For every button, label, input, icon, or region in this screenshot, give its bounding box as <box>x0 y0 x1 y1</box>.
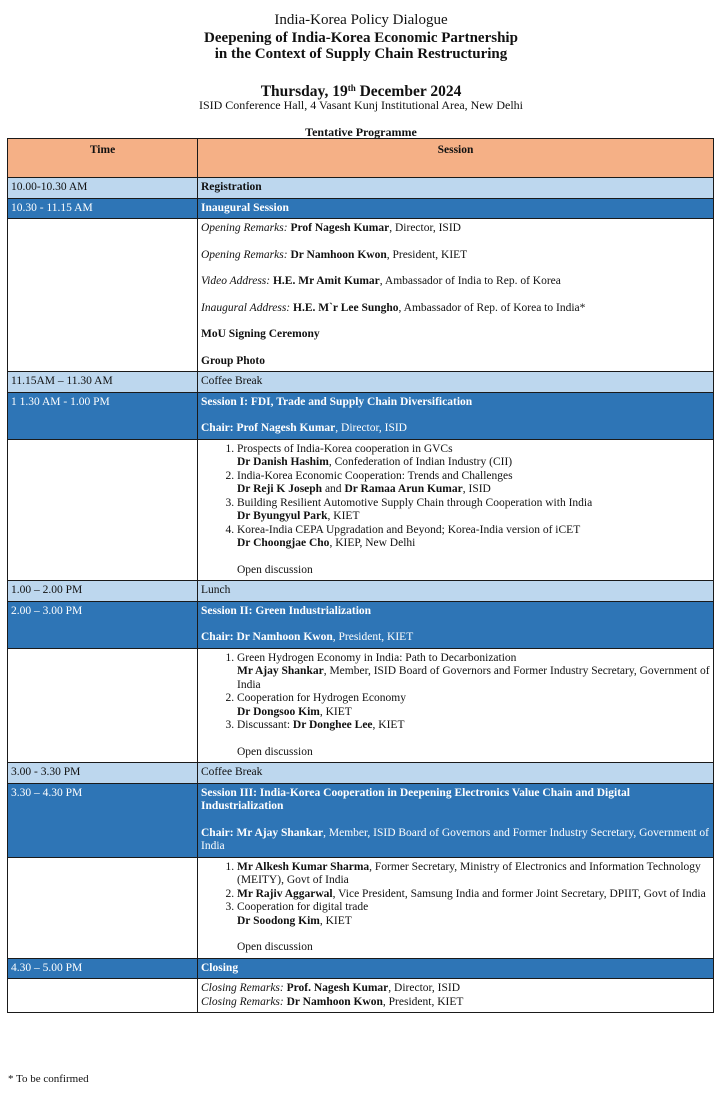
speaker-line: Opening Remarks: Prof Nagesh Kumar, Director, ISID <box>201 222 461 234</box>
speaker-line: Closing Remarks: Dr Namhoon Kwon, President, KIET <box>201 995 464 1008</box>
group-photo: Group Photo <box>201 354 266 367</box>
empty-time-cell <box>8 857 198 958</box>
table-header-row <box>8 139 714 178</box>
table-row <box>8 601 714 648</box>
footnote: * To be confirmed <box>8 1073 89 1085</box>
time-cell: 1 1.30 AM - 1.00 PM <box>8 392 198 439</box>
mou-ceremony: MoU Signing Ceremony <box>201 328 320 340</box>
time-cell: 10.00-10.30 AM <box>8 178 198 199</box>
dialogue-name: India-Korea Policy Dialogue <box>274 12 448 28</box>
table-row <box>8 857 714 958</box>
date-sup: th <box>347 83 356 93</box>
inaugural-details <box>198 219 714 372</box>
table-row <box>8 219 714 372</box>
session-talks <box>198 857 714 958</box>
speaker-line: Opening Remarks: Dr Namhoon Kwon, President, KIET <box>201 248 468 261</box>
open-discussion: Open discussion <box>237 563 313 576</box>
time-column-header: Time <box>8 139 198 178</box>
session-cell: Lunch <box>198 581 714 602</box>
table-row <box>8 178 714 199</box>
list-item: 2. Mr Rajiv Aggarwal, Vice President, Samsung India and former Joint Secretary, DPIIT, Govt of India <box>237 888 710 902</box>
talk-list <box>201 861 710 929</box>
list-item: 3. Cooperation for digital trade Dr Soodong Kim, KIET <box>237 901 710 928</box>
open-discussion: Open discussion <box>237 745 313 758</box>
venue: ISID Conference Hall, 4 Vasant Kunj Institutional Area, New Delhi <box>198 98 524 112</box>
session-chair: Chair: Mr Ajay Shankar, Member, ISID Board of Governors and Former Industry Secretary, Government of India <box>201 826 710 852</box>
session-title: Session I: FDI, Trade and Supply Chain Diversification <box>201 395 473 408</box>
list-item: 3. Building Resilient Automotive Supply Chain through Cooperation with India Dr Byungyul Park, KIET <box>237 497 710 524</box>
list-item: 1. Prospects of India-Korea cooperation in GVCs Dr Danish Hashim, Confederation of Indian Industry (CII) <box>237 443 710 470</box>
table-row <box>8 763 714 784</box>
time-cell: 4.30 – 5.00 PM <box>8 958 198 979</box>
empty-time-cell <box>8 219 198 372</box>
list-item: 4. Korea-India CEPA Upgradation and Beyond; Korea-India version of iCET Dr Choongjae Cho, KIEP, New Delhi <box>237 524 710 551</box>
empty-time-cell <box>8 439 198 581</box>
session-cell: Registration <box>198 178 714 199</box>
list-item: 2. Cooperation for Hydrogen Economy Dr Dongsoo Kim, KIET <box>237 692 710 719</box>
date-prefix: Thursday, 19 <box>260 83 348 100</box>
programme-table <box>7 138 714 1013</box>
closing-details <box>198 979 714 1013</box>
talk-list <box>201 443 710 551</box>
session-cell: Coffee Break <box>198 372 714 393</box>
table-row <box>8 439 714 581</box>
session-chair: Chair: Dr Namhoon Kwon, President, KIET <box>201 631 414 643</box>
session-talks <box>198 439 714 581</box>
session-cell: Inaugural Session <box>198 198 714 219</box>
speaker-line: Inaugural Address: H.E. M`r Lee Sungho, Ambassador of Rep. of Korea to India* <box>201 301 586 314</box>
table-row <box>8 783 714 857</box>
session-cell: Coffee Break <box>198 763 714 784</box>
session-talks <box>198 648 714 763</box>
session-title: Session II: Green Industrialization <box>201 604 372 617</box>
programme-label: Tentative Programme <box>305 125 417 139</box>
time-cell: 1.00 – 2.00 PM <box>8 581 198 602</box>
list-item: 2. India-Korea Economic Cooperation: Trends and Challenges Dr Reji K Joseph and Dr Ramaa Arun Kumar, ISID <box>237 470 710 497</box>
table-row <box>8 581 714 602</box>
list-item: 1. Green Hydrogen Economy in India: Path to Decarbonization Mr Ajay Shankar, Member, ISID Board of Governors and Former Industry Secretary, Government of India <box>237 652 710 693</box>
empty-time-cell <box>8 979 198 1013</box>
session-title: Session III: India-Korea Cooperation in Deepening Electronics Value Chain and Digital Industrialization <box>201 786 630 812</box>
time-cell: 3.00 - 3.30 PM <box>8 763 198 784</box>
speaker-line: Video Address: H.E. Mr Amit Kumar, Ambassador of India to Rep. of Korea <box>201 275 561 287</box>
time-cell: 2.00 – 3.00 PM <box>8 601 198 648</box>
talk-list <box>201 652 710 733</box>
time-cell: 10.30 - 11.15 AM <box>8 198 198 219</box>
list-item: 3. Discussant: Dr Donghee Lee, KIET <box>237 719 710 733</box>
table-row <box>8 648 714 763</box>
table-row <box>8 392 714 439</box>
session-cell: Closing <box>198 958 714 979</box>
session-cell <box>198 601 714 648</box>
speaker-line: Closing Remarks: Prof. Nagesh Kumar, Director, ISID <box>201 982 461 994</box>
time-cell: 11.15AM – 11.30 AM <box>8 372 198 393</box>
title-line-2: in the Context of Supply Chain Restructuring <box>214 46 508 62</box>
table-row <box>8 198 714 219</box>
title-line-1: Deepening of India-Korea Economic Partnership <box>204 30 518 46</box>
list-item: 1. Mr Alkesh Kumar Sharma, Former Secretary, Ministry of Electronics and Information Technology (MEITY), Govt of India <box>237 861 710 888</box>
session-column-header: Session <box>198 139 714 178</box>
table-row <box>8 372 714 393</box>
session-chair: Chair: Prof Nagesh Kumar, Director, ISID <box>201 422 407 434</box>
session-cell <box>198 392 714 439</box>
date-suffix: December 2024 <box>355 83 462 100</box>
empty-time-cell <box>8 648 198 763</box>
table-row <box>8 958 714 979</box>
session-cell <box>198 783 714 857</box>
open-discussion: Open discussion <box>237 941 313 953</box>
time-cell: 3.30 – 4.30 PM <box>8 783 198 857</box>
table-row <box>8 979 714 1013</box>
